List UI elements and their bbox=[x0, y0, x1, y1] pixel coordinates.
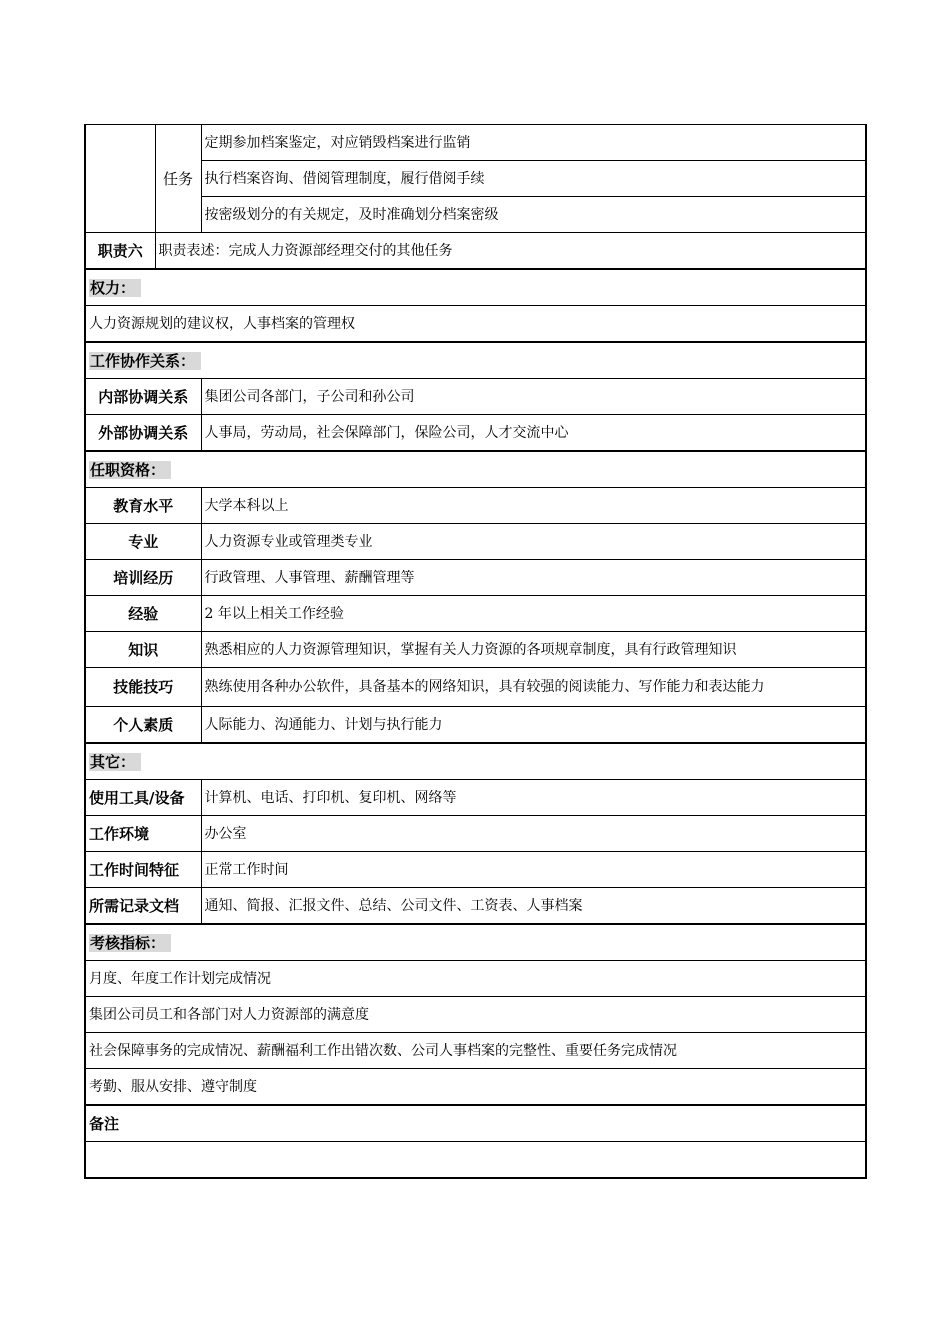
cooperation-row bbox=[85, 379, 866, 415]
job-table bbox=[84, 124, 867, 1179]
qualification-row bbox=[85, 596, 866, 632]
other-label: 所需记录文档 bbox=[85, 888, 201, 925]
task-item: 执行档案咨询、借阅管理制度，履行借阅手续 bbox=[201, 161, 866, 197]
qualification-row bbox=[85, 668, 866, 707]
assessment-header-row bbox=[85, 924, 866, 961]
remarks-row bbox=[85, 1142, 866, 1179]
assessment-header: 考核指标： bbox=[85, 924, 866, 961]
other-value: 通知、简报、汇报文件、总结、公司文件、工资表、人事档案 bbox=[201, 888, 866, 925]
job-description-table bbox=[84, 124, 865, 1179]
qualification-value: 人际能力、沟通能力、计划与执行能力 bbox=[201, 707, 866, 744]
other-header-row bbox=[85, 743, 866, 780]
task-item: 定期参加档案鉴定，对应销毁档案进行监销 bbox=[201, 125, 866, 161]
remarks-header: 备注 bbox=[85, 1105, 866, 1142]
cooperation-header-row bbox=[85, 342, 866, 379]
qualification-row bbox=[85, 560, 866, 596]
other-header: 其它： bbox=[85, 743, 866, 780]
task-row bbox=[85, 161, 866, 197]
assessment-item: 社会保障事务的完成情况、薪酬福利工作出错次数、公司人事档案的完整性、重要任务完成情况 bbox=[85, 1033, 866, 1069]
qualification-label: 教育水平 bbox=[85, 488, 201, 524]
cooperation-label: 内部协调关系 bbox=[85, 379, 201, 415]
qualification-label: 专业 bbox=[85, 524, 201, 560]
other-value: 计算机、电话、打印机、复印机、网络等 bbox=[201, 780, 866, 816]
other-row bbox=[85, 816, 866, 852]
other-row bbox=[85, 852, 866, 888]
task-row bbox=[85, 197, 866, 233]
authority-header: 权力： bbox=[85, 269, 866, 306]
other-label: 工作时间特征 bbox=[85, 852, 201, 888]
other-label: 工作环境 bbox=[85, 816, 201, 852]
assessment-row bbox=[85, 961, 866, 997]
qualification-value: 2 年以上相关工作经验 bbox=[201, 596, 866, 632]
assessment-row bbox=[85, 997, 866, 1033]
qualification-row bbox=[85, 632, 866, 668]
qualification-label: 经验 bbox=[85, 596, 201, 632]
qualification-row bbox=[85, 524, 866, 560]
assessment-row bbox=[85, 1033, 866, 1069]
duty-empty-cell bbox=[85, 125, 155, 233]
cooperation-row bbox=[85, 415, 866, 452]
assessment-row bbox=[85, 1069, 866, 1106]
other-row bbox=[85, 888, 866, 925]
qualification-label: 培训经历 bbox=[85, 560, 201, 596]
task-row bbox=[85, 125, 866, 161]
duty6-row bbox=[85, 233, 866, 270]
qualification-value: 行政管理、人事管理、薪酬管理等 bbox=[201, 560, 866, 596]
other-value: 办公室 bbox=[201, 816, 866, 852]
cooperation-header: 工作协作关系： bbox=[85, 342, 866, 379]
cooperation-label: 外部协调关系 bbox=[85, 415, 201, 452]
duty6-label: 职责六 bbox=[85, 233, 155, 270]
task-item: 按密级划分的有关规定，及时准确划分档案密级 bbox=[201, 197, 866, 233]
cooperation-value: 集团公司各部门，子公司和孙公司 bbox=[201, 379, 866, 415]
duty6-text: 职责表述：完成人力资源部经理交付的其他任务 bbox=[155, 233, 866, 270]
qualification-value: 熟悉相应的人力资源管理知识，掌握有关人力资源的各项规章制度，具有行政管理知识 bbox=[201, 632, 866, 668]
assessment-item: 月度、年度工作计划完成情况 bbox=[85, 961, 866, 997]
cooperation-value: 人事局，劳动局，社会保障部门，保险公司，人才交流中心 bbox=[201, 415, 866, 452]
qualifications-header-row bbox=[85, 451, 866, 488]
authority-header-row bbox=[85, 269, 866, 306]
assessment-item: 考勤、服从安排、遵守制度 bbox=[85, 1069, 866, 1106]
qualification-row bbox=[85, 488, 866, 524]
qualification-value: 人力资源专业或管理类专业 bbox=[201, 524, 866, 560]
other-label: 使用工具/设备 bbox=[85, 780, 201, 816]
qualifications-header: 任职资格： bbox=[85, 451, 866, 488]
remarks-header-row bbox=[85, 1105, 866, 1142]
qualification-label: 技能技巧 bbox=[85, 668, 201, 707]
qualification-value: 熟练使用各种办公软件，具备基本的网络知识，具有较强的阅读能力、写作能力和表达能力 bbox=[201, 668, 866, 707]
qualification-label: 知识 bbox=[85, 632, 201, 668]
authority-text: 人力资源规划的建议权，人事档案的管理权 bbox=[85, 306, 866, 343]
qualification-value: 大学本科以上 bbox=[201, 488, 866, 524]
other-value: 正常工作时间 bbox=[201, 852, 866, 888]
authority-row bbox=[85, 306, 866, 343]
assessment-item: 集团公司员工和各部门对人力资源部的满意度 bbox=[85, 997, 866, 1033]
other-row bbox=[85, 780, 866, 816]
task-label: 任务 bbox=[155, 125, 201, 233]
qualification-row bbox=[85, 707, 866, 744]
qualification-label: 个人素质 bbox=[85, 707, 201, 744]
remarks-text bbox=[85, 1142, 866, 1179]
